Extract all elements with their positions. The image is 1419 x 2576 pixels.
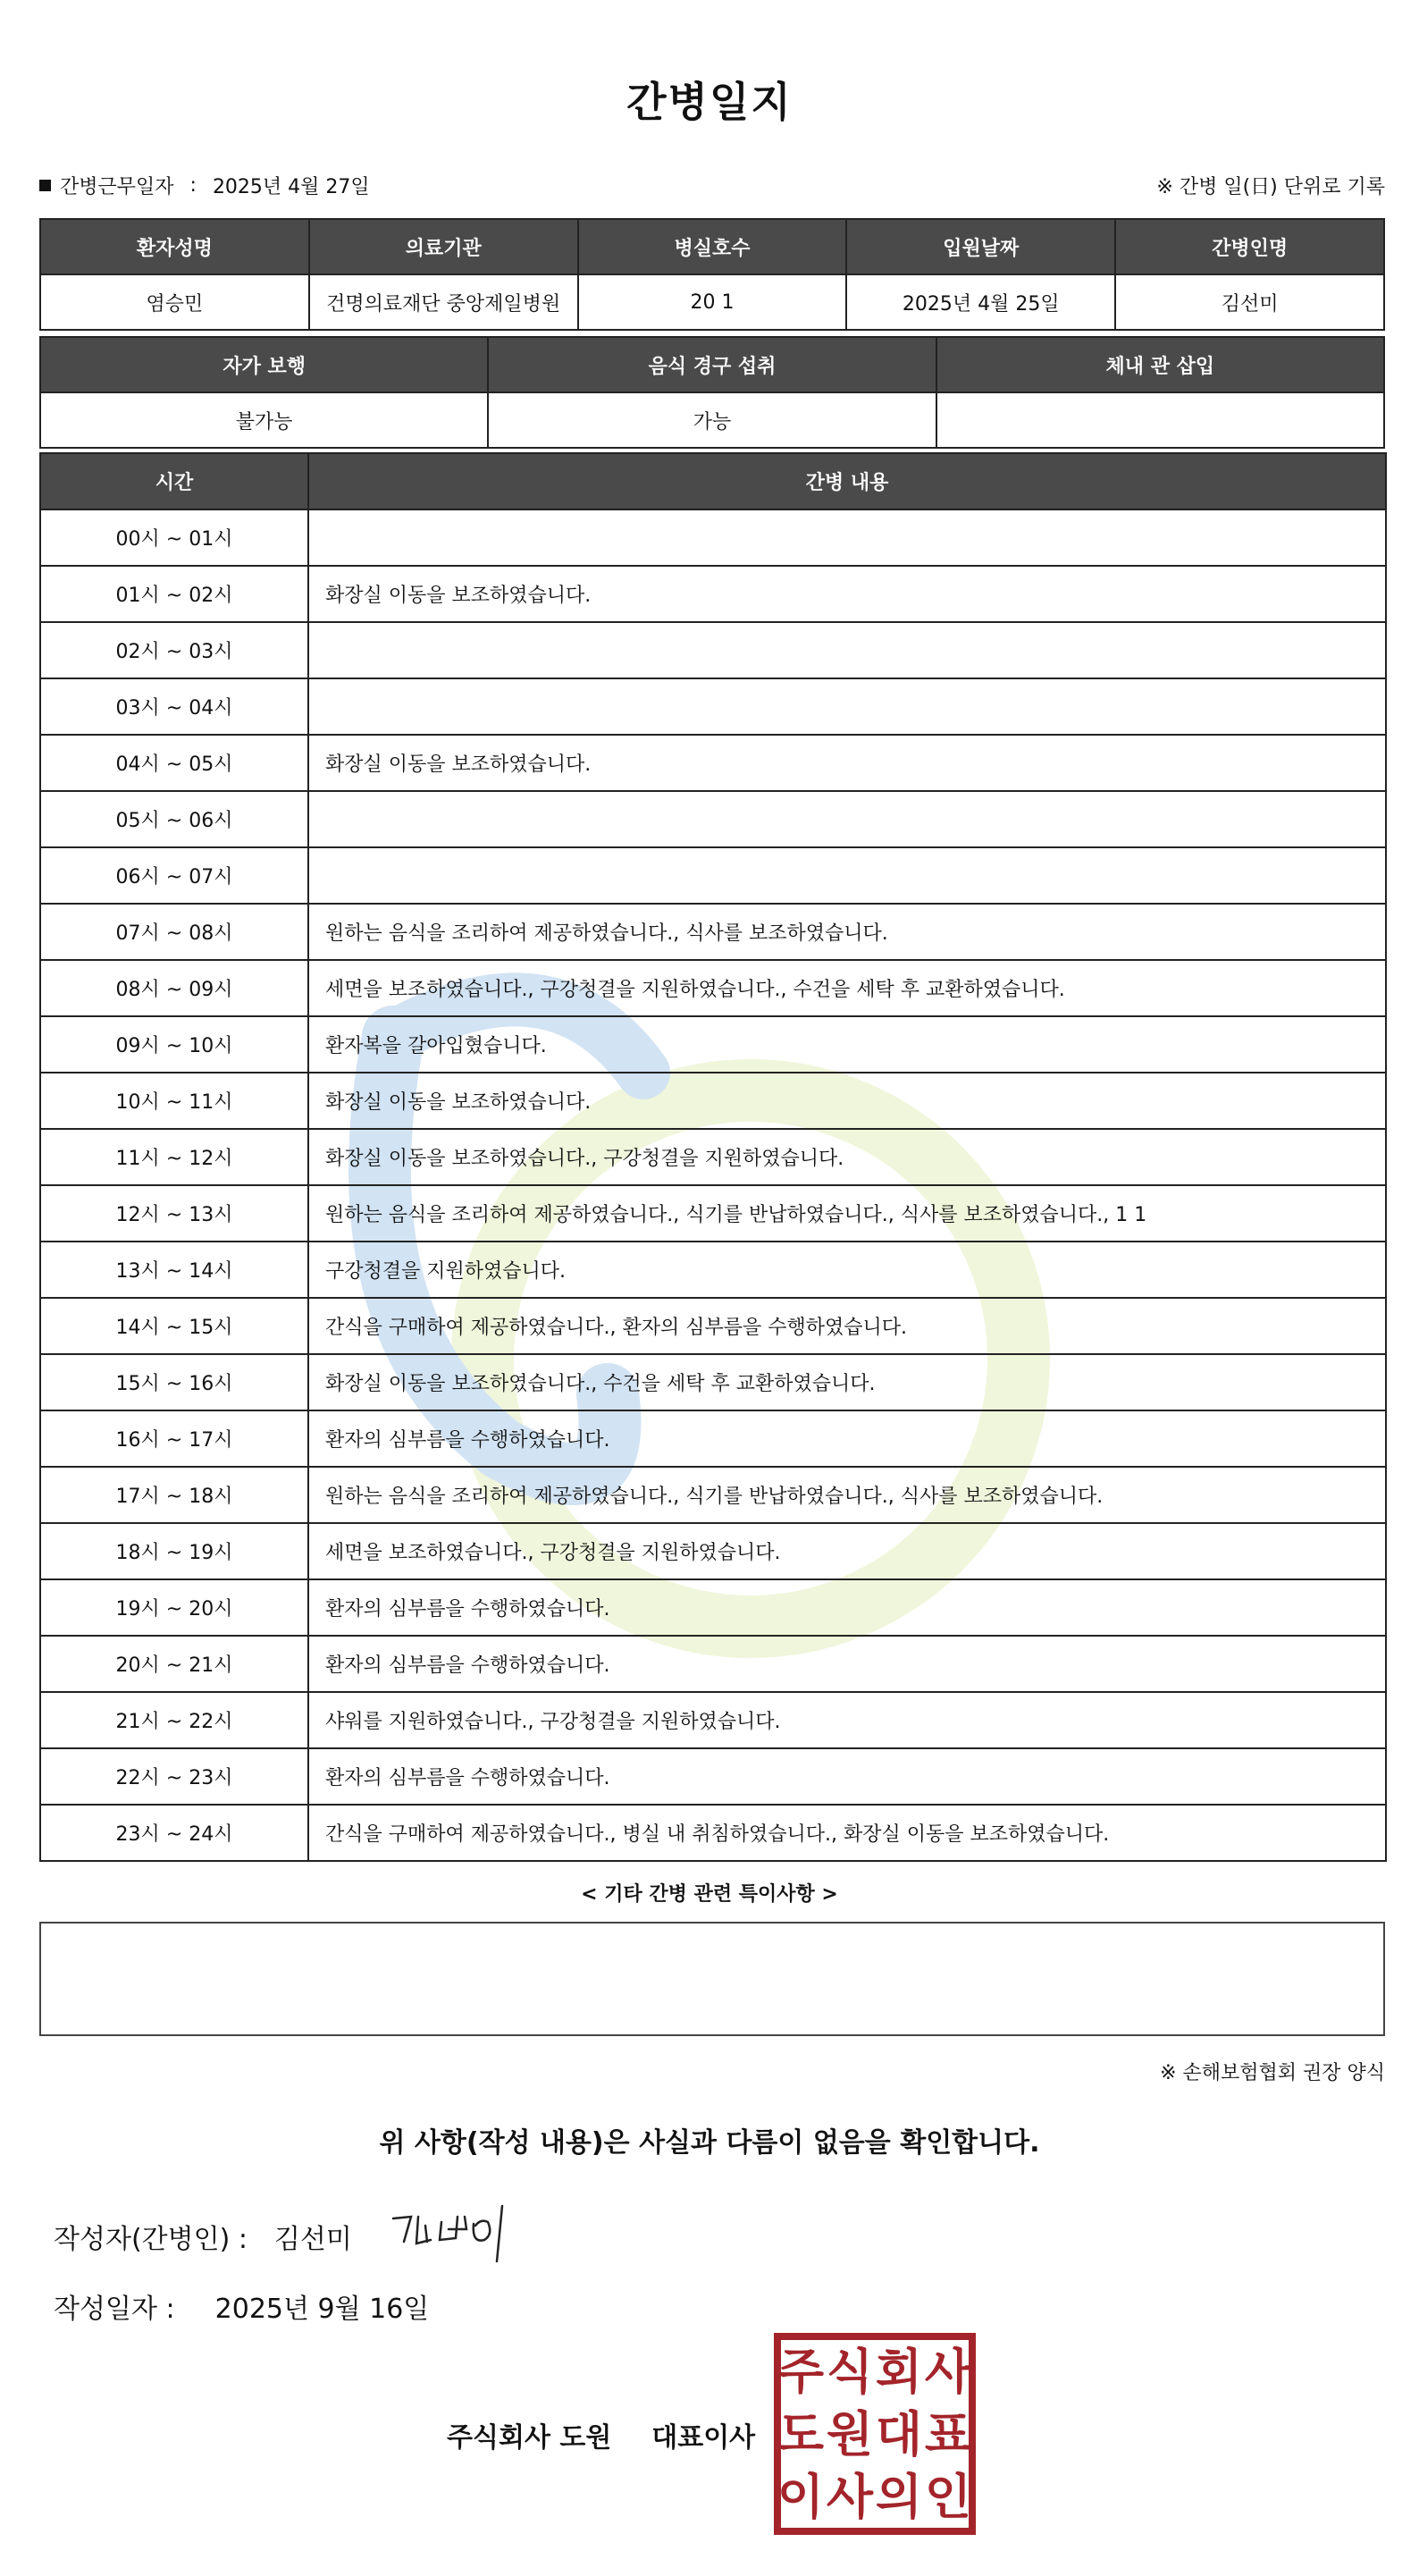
care-log-time: 06시 ~ 07시: [40, 847, 308, 904]
patient-name: 염승민: [40, 274, 309, 330]
care-log-row: [40, 1073, 1386, 1129]
work-date-value: 2025년 4월 27일: [212, 176, 370, 198]
care-log-content: 화장실 이동을 보조하였습니다., 구강청결을 지원하였습니다.: [308, 1129, 1386, 1185]
care-log-row: [40, 1579, 1386, 1636]
care-log-content: [308, 622, 1386, 678]
care-log-row: [40, 1410, 1386, 1467]
care-log-time: 00시 ~ 01시: [40, 509, 308, 566]
care-log-row: [40, 678, 1386, 735]
care-log-row: [40, 1016, 1386, 1073]
work-date: [39, 172, 370, 199]
care-log-content: 세면을 보조하였습니다., 구강청결을 지원하였습니다.: [308, 1523, 1386, 1579]
care-log-row: [40, 1805, 1386, 1861]
patient-info-value-row: [40, 274, 1384, 330]
care-log-content: 원하는 음식을 조리하여 제공하였습니다., 식기를 반납하였습니다., 식사를 보조하였습니다., 1 1: [308, 1185, 1386, 1242]
care-log-table: [39, 452, 1387, 1862]
header-self-walking: 자가 보행: [40, 337, 488, 392]
work-date-label: 간병근무일자: [60, 176, 174, 198]
patient-info-table: [39, 218, 1385, 331]
written-date-value: 2025년 9월 16일: [214, 2294, 430, 2325]
header-oral-intake: 음식 경구 섭취: [488, 337, 936, 392]
company-name: 주식회사 도원: [447, 2422, 612, 2454]
care-log-row: [40, 1636, 1386, 1692]
care-log-row: [40, 1467, 1386, 1523]
care-log-header-row: [40, 453, 1386, 509]
care-log-content: 화장실 이동을 보조하였습니다.: [308, 1073, 1386, 1129]
care-log-content: 간식을 구매하여 제공하였습니다., 환자의 심부름을 수행하였습니다.: [308, 1298, 1386, 1354]
care-log-time: 04시 ~ 05시: [40, 735, 308, 791]
care-log-row: [40, 735, 1386, 791]
care-log-content: 환자의 심부름을 수행하였습니다.: [308, 1748, 1386, 1805]
author-line: [54, 2217, 352, 2256]
care-log-time: 10시 ~ 11시: [40, 1073, 308, 1129]
author-label: 작성자(간병인) :: [54, 2224, 248, 2255]
care-log-row: [40, 1523, 1386, 1579]
care-log-time: 09시 ~ 10시: [40, 1016, 308, 1073]
care-log-content: 원하는 음식을 조리하여 제공하였습니다., 식사를 보조하였습니다.: [308, 904, 1386, 960]
caregiver-name: 김선미: [1115, 274, 1384, 330]
care-log-content: 환자복을 갈아입혔습니다.: [308, 1016, 1386, 1073]
care-log-content: 환자의 심부름을 수행하였습니다.: [308, 1579, 1386, 1636]
care-log-time: 22시 ~ 23시: [40, 1748, 308, 1805]
header-admission-date: 입원날짜: [846, 219, 1115, 274]
institution: 건명의료재단 중앙제일병원: [309, 274, 578, 330]
tube-insertion: [936, 392, 1384, 448]
care-log-content: 세면을 보조하였습니다., 구강청결을 지원하였습니다., 수건을 세탁 후 교환하였습니다.: [308, 960, 1386, 1016]
special-notes-box: [39, 1922, 1385, 2036]
care-log-content: 간식을 구매하여 제공하였습니다., 병실 내 취침하였습니다., 화장실 이동을 보조하였습니다.: [308, 1805, 1386, 1861]
confirmation-statement: 위 사항(작성 내용)은 사실과 다름이 없음을 확인합니다.: [379, 2127, 1040, 2159]
care-log-time: 03시 ~ 04시: [40, 678, 308, 735]
care-log-row: [40, 904, 1386, 960]
seal-character: 주: [777, 2344, 825, 2400]
seal-character: 의: [875, 2469, 923, 2525]
square-bullet-icon: [39, 180, 51, 191]
author-name: 김선미: [273, 2224, 352, 2255]
care-log-content: 화장실 이동을 보조하였습니다., 수건을 세탁 후 교환하였습니다.: [308, 1354, 1386, 1410]
header-caregiver-name: 간병인명: [1115, 219, 1384, 274]
care-log-content: 화장실 이동을 보조하였습니다.: [308, 566, 1386, 622]
care-log-row: [40, 1242, 1386, 1298]
care-log-time: 02시 ~ 03시: [40, 622, 308, 678]
care-log-row: [40, 622, 1386, 678]
document-title: 간병일지: [626, 78, 793, 126]
care-log-row: [40, 1129, 1386, 1185]
care-log-time: 11시 ~ 12시: [40, 1129, 308, 1185]
care-log-body: [40, 509, 1386, 1861]
care-log-row: [40, 960, 1386, 1016]
representative-title: 대표이사: [651, 2422, 756, 2454]
care-log-time: 14시 ~ 15시: [40, 1298, 308, 1354]
care-log-time: 20시 ~ 21시: [40, 1636, 308, 1692]
header-institution: 의료기관: [309, 219, 578, 274]
patient-info-header-row: [40, 219, 1384, 274]
care-log-content: 구강청결을 지원하였습니다.: [308, 1242, 1386, 1298]
care-log-content: [308, 678, 1386, 735]
header-time: 시간: [40, 453, 308, 509]
seal-character: 대: [875, 2406, 923, 2462]
header-patient-name: 환자성명: [40, 219, 309, 274]
patient-status-header-row: [40, 337, 1384, 392]
seal-character: 이: [777, 2469, 825, 2525]
care-log-time: 21시 ~ 22시: [40, 1692, 308, 1748]
care-log-time: 08시 ~ 09시: [40, 960, 308, 1016]
care-log-content: 환자의 심부름을 수행하였습니다.: [308, 1636, 1386, 1692]
care-log-time: 01시 ~ 02시: [40, 566, 308, 622]
care-log-time: 13시 ~ 14시: [40, 1242, 308, 1298]
company-seal-stamp: [774, 2333, 976, 2535]
care-log-row: [40, 1748, 1386, 1805]
header-care-content: 간병 내용: [308, 453, 1386, 509]
care-log-content: [308, 847, 1386, 904]
care-log-content: 화장실 이동을 보조하였습니다.: [308, 735, 1386, 791]
care-log-time: 18시 ~ 19시: [40, 1523, 308, 1579]
care-log-time: 15시 ~ 16시: [40, 1354, 308, 1410]
header-tube-insertion: 체내 관 삽입: [936, 337, 1384, 392]
work-date-row: [39, 172, 1385, 204]
daily-record-note: ※ 간병 일(日) 단위로 기록: [1156, 176, 1385, 198]
care-log-time: 05시 ~ 06시: [40, 791, 308, 847]
care-log-time: 12시 ~ 13시: [40, 1185, 308, 1242]
seal-character: 인: [924, 2469, 972, 2525]
seal-character: 회: [875, 2344, 923, 2400]
care-log-row: [40, 847, 1386, 904]
care-log-time: 17시 ~ 18시: [40, 1467, 308, 1523]
care-log-row: [40, 1298, 1386, 1354]
care-log-content: [308, 509, 1386, 566]
seal-character: 식: [826, 2344, 874, 2400]
header-room-number: 병실호수: [578, 219, 847, 274]
care-log-row: [40, 566, 1386, 622]
care-log-content: 환자의 심부름을 수행하였습니다.: [308, 1410, 1386, 1467]
form-source-note: ※ 손해보험협회 권장 양식: [1160, 2062, 1385, 2084]
written-date: [54, 2286, 429, 2326]
seal-character: 표: [924, 2406, 972, 2462]
special-notes-label: < 기타 간병 관련 특이사항 >: [581, 1883, 838, 1906]
care-log-content: 샤워를 지원하였습니다., 구강청결을 지원하였습니다.: [308, 1692, 1386, 1748]
patient-status-value-row: [40, 392, 1384, 448]
care-log-time: 23시 ~ 24시: [40, 1805, 308, 1861]
seal-character: 도: [777, 2406, 825, 2462]
room-number: 20 1: [578, 274, 847, 330]
care-log-time: 07시 ~ 08시: [40, 904, 308, 960]
seal-character: 사: [924, 2344, 972, 2400]
self-walking: 불가능: [40, 392, 488, 448]
company-signoff: [447, 2415, 755, 2454]
seal-character: 원: [826, 2406, 874, 2462]
care-log-time: 16시 ~ 17시: [40, 1410, 308, 1467]
care-log-row: [40, 1692, 1386, 1748]
admission-date: 2025년 4월 25일: [846, 274, 1115, 330]
care-log-row: [40, 1354, 1386, 1410]
care-log-row: [40, 791, 1386, 847]
patient-status-table: [39, 336, 1385, 449]
handwritten-signature: [384, 2199, 545, 2270]
work-date-colon: :: [189, 174, 197, 197]
care-log-time: 19시 ~ 20시: [40, 1579, 308, 1636]
oral-intake: 가능: [488, 392, 936, 448]
care-log-row: [40, 1185, 1386, 1242]
written-date-label: 작성일자 :: [54, 2294, 175, 2325]
care-log-content: [308, 791, 1386, 847]
seal-character: 사: [826, 2469, 874, 2525]
care-log-content: 원하는 음식을 조리하여 제공하였습니다., 식기를 반납하였습니다., 식사를 보조하였습니다.: [308, 1467, 1386, 1523]
care-log-row: [40, 509, 1386, 566]
